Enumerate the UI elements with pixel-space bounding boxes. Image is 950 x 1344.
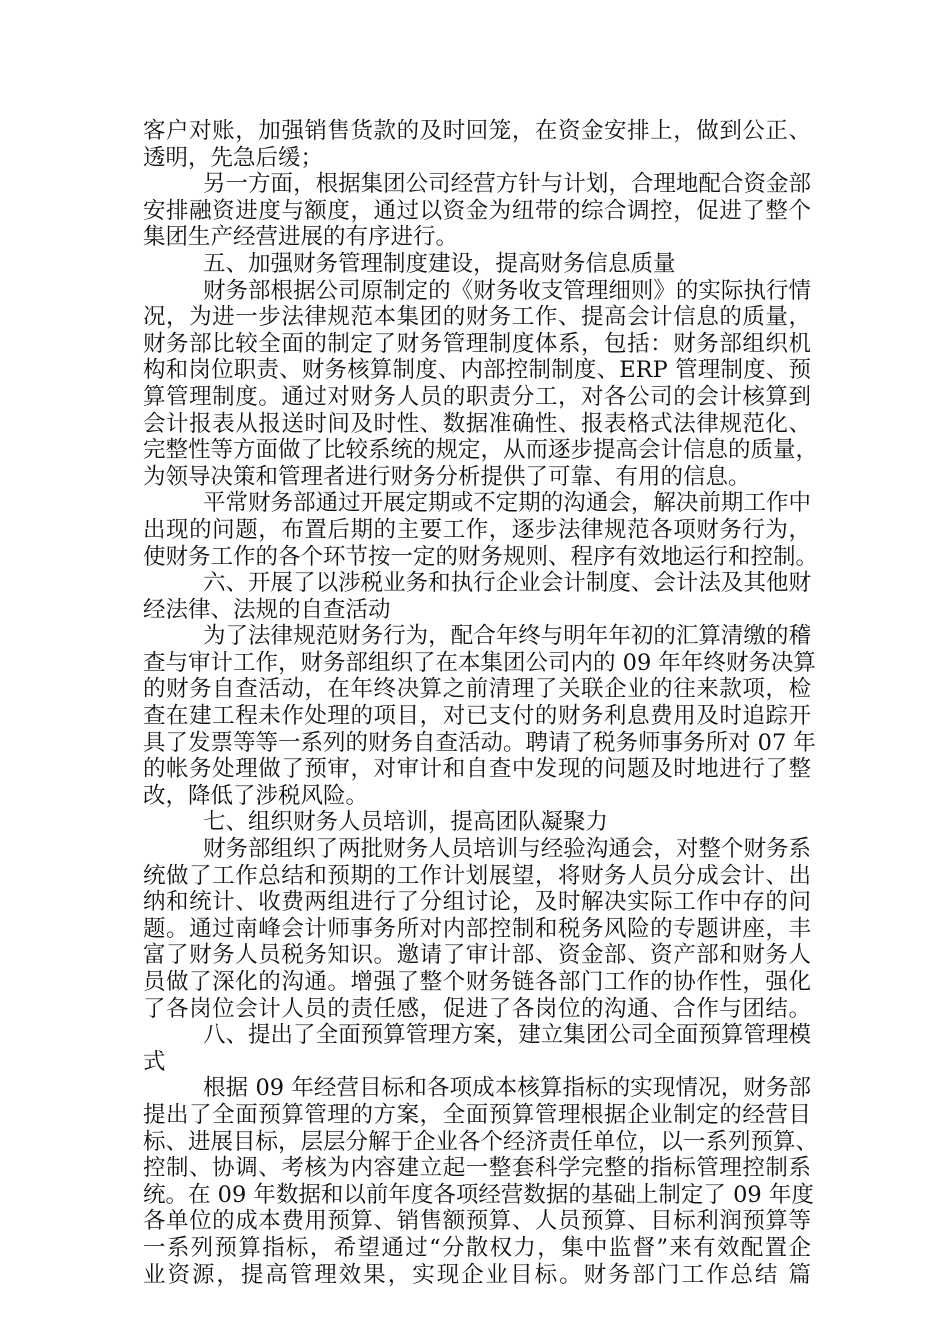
text-line: 透明，先急后缓； <box>143 144 324 171</box>
text-line: 财务部根据公司原制定的《财务收支管理细则》的实际执行情 <box>203 277 811 304</box>
text-line: 一系列预算指标，希望通过“分散权力，集中监督”来有效配置企 <box>143 1234 811 1261</box>
text-line: 查与审计工作，财务部组织了在本集团公司内的 09 年年终财务决算 <box>143 649 816 676</box>
text-line: 六、开展了以涉税业务和执行企业会计制度、会计法及其他财 <box>203 570 811 597</box>
text-line: 纳和统计、收费两组进行了分组讨论，及时解决实际工作中存的问 <box>143 889 811 916</box>
text-line: 为了法律规范财务行为，配合年终与明年年初的汇算清缴的稽 <box>203 623 811 650</box>
text-line: 平常财务部通过开展定期或不定期的沟通会，解决前期工作中 <box>203 490 811 517</box>
text-line: 各单位的成本费用预算、销售额预算、人员预算、目标利润预算等 <box>143 1208 811 1235</box>
text-line: 统。在 09 年数据和以前年度各项经营数据的基础上制定了 09 年度 <box>143 1181 814 1208</box>
text-line: 七、组织财务人员培训，提高团队凝聚力 <box>203 809 609 836</box>
text-line: 提出了全面预算管理的方案，全面预算管理根据企业制定的经营目 <box>143 1101 811 1128</box>
text-line: 业资源，提高管理效果，实现企业目标。财务部门工作总结 篇 <box>143 1261 811 1288</box>
text-line: 安排融资进度与额度，通过以资金为纽带的综合调控，促进了整个 <box>143 197 811 224</box>
text-line: 控制、协调、考核为内容建立起一整套科学完整的指标管理控制系 <box>143 1155 811 1182</box>
text-line: 的帐务处理做了预审，对审计和自查中发现的问题及时地进行了整 <box>143 756 811 783</box>
text-line: 的财务自查活动，在年终决算之前清理了关联企业的往来款项，检 <box>143 676 811 703</box>
text-line: 式 <box>143 1048 166 1075</box>
text-line: 员做了深化的沟通。增强了整个财务链各部门工作的协作性，强化 <box>143 969 811 995</box>
text-line: 题。通过南峰会计师事务所对内部控制和税务风险的专题讲座，丰 <box>143 915 811 942</box>
text-line: 统做了工作总结和预期的工作计划展望，将财务人员分成会计、出 <box>143 862 811 889</box>
text-line: 根据 09 年经营目标和各项成本核算指标的实现情况，财务部 <box>203 1075 811 1102</box>
text-line: 标、进展目标，层层分解于企业各个经济责任单位，以一系列预算、 <box>143 1128 819 1155</box>
text-line: 算管理制度。通过对财务人员的职责分工，对各公司的会计核算到 <box>143 383 811 410</box>
text-line: 具了发票等等一系列的财务自查活动。聘请了税务师事务所对 07 年 <box>143 729 816 756</box>
text-line: 经法律、法规的自查活动 <box>143 596 391 623</box>
text-line: 另一方面，根据集团公司经营方针与计划，合理地配合资金部 <box>203 171 811 198</box>
text-line: 八、提出了全面预算管理方案，建立集团公司全面预算管理模 <box>203 1022 811 1049</box>
text-line: 况，为进一步法律规范本集团的财务工作、提高会计信息的质量， <box>143 304 811 331</box>
document-body <box>143 118 819 1288</box>
text-line: 了各岗位会计人员的责任感，促进了各岗位的沟通、合作与团结。 <box>143 995 811 1022</box>
text-line: 富了财务人员税务知识。邀请了审计部、资金部、资产部和财务人 <box>143 942 811 969</box>
text-line: 会计报表从报送时间及时性、数据准确性、报表格式法律规范化、 <box>143 410 811 437</box>
text-line: 完整性等方面做了比较系统的规定，从而逐步提高会计信息的质量， <box>143 437 819 464</box>
text-line: 出现的问题，布置后期的主要工作，逐步法律规范各项财务行为， <box>143 516 811 543</box>
text-line: 为领导决策和管理者进行财务分析提供了可靠、有用的信息。 <box>143 463 751 490</box>
text-line: 改，降低了涉税风险。 <box>143 782 369 809</box>
text-line: 查在建工程未作处理的项目，对已支付的财务利息费用及时追踪开 <box>143 703 811 730</box>
text-line: 集团生产经营进展的有序进行。 <box>143 224 459 251</box>
text-line: 五、加强财务管理制度建设，提高财务信息质量 <box>203 250 676 277</box>
text-line: 财务部比较全面的制定了财务管理制度体系，包括：财务部组织机 <box>143 330 811 357</box>
text-line: 财务部组织了两批财务人员培训与经验沟通会，对整个财务系 <box>203 836 811 863</box>
text-line: 使财务工作的各个环节按一定的财务规则、程序有效地运行和控制。 <box>143 543 819 570</box>
text-line: 客户对账，加强销售货款的及时回笼，在资金安排上，做到公正、 <box>143 118 811 144</box>
text-line: 构和岗位职责、财务核算制度、内部控制制度、ERP 管理制度、预 <box>143 357 811 384</box>
